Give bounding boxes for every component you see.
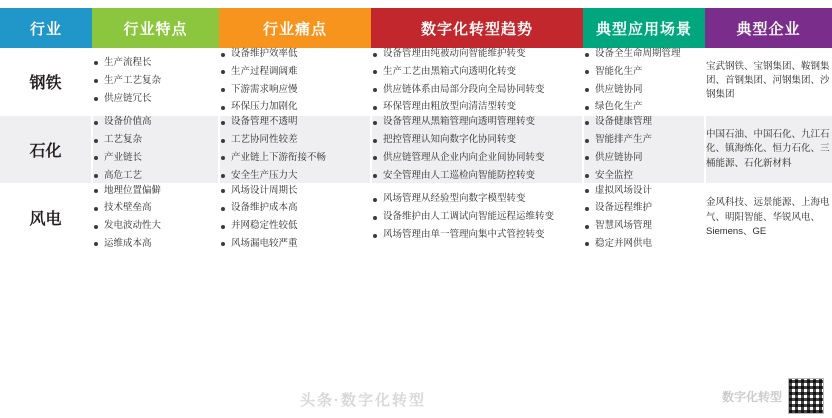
column-header-features: 行业特点	[92, 8, 219, 48]
list-item: 工艺协同性较差	[220, 134, 370, 147]
list-item: 技术壁垒高	[93, 202, 218, 215]
list-item: 安全监控	[584, 170, 704, 183]
list-item: 设备维护成本高	[220, 202, 370, 215]
list-item: 供应链协同	[584, 84, 704, 97]
bullet-list	[584, 116, 704, 182]
bullet-list	[220, 116, 370, 182]
list-item: 虚拟风场设计	[584, 185, 704, 198]
footer-watermark-group	[722, 378, 824, 414]
row-label-industry: 风电	[0, 185, 92, 251]
list-item: 设备远程维护	[584, 202, 704, 215]
list-item: 风场漏电较严重	[220, 238, 370, 251]
watermark-right-text: 数字化转型	[721, 389, 782, 404]
list-item: 把控管理认知向数字化协同转变	[372, 134, 582, 147]
list-item: 环保管理由粗放型向清洁型转变	[372, 101, 582, 114]
list-item: 绿色化生产	[584, 101, 704, 114]
bullet-list	[220, 48, 370, 114]
cell-trends	[371, 48, 583, 114]
bullet-list	[220, 185, 370, 251]
list-item: 智能化生产	[584, 66, 704, 79]
list-item: 工艺复杂	[93, 134, 218, 147]
list-item: 下游需求响应慢	[220, 84, 370, 97]
list-item: 设备管理从黑箱管理向透明管理转变	[372, 116, 582, 129]
company-list: 宝武钢铁、宝钢集团、鞍钢集团、首钢集团、河钢集团、沙钢集团	[706, 60, 830, 101]
cell-features	[92, 185, 219, 251]
cell-trends	[371, 116, 583, 182]
list-item: 设备维护由人工调试向智能远程运维转变	[372, 211, 582, 224]
bullet-list	[93, 57, 218, 105]
cell-trends	[371, 185, 583, 251]
footer-area	[0, 374, 832, 418]
list-item: 并网稳定性较低	[220, 220, 370, 233]
qr-code-icon	[788, 378, 824, 414]
list-item: 安全生产压力大	[220, 170, 370, 183]
list-item: 风场设计周期长	[220, 185, 370, 198]
list-item: 设备健康管理	[584, 116, 704, 129]
list-item: 供应链管理从企业内向企业间协同转变	[372, 152, 582, 165]
row-label-industry: 石化	[0, 116, 92, 182]
company-list: 金风科技、远景能源、上海电气、明阳智能、华锐风电、Siemens、GE	[706, 197, 830, 237]
list-item: 产业链长	[93, 152, 218, 165]
list-item: 环保压力加剧化	[220, 101, 370, 114]
list-item: 高危工艺	[93, 170, 218, 183]
cell-scenarios	[583, 48, 705, 114]
bullet-list	[93, 185, 218, 251]
list-item: 安全管理由人工巡检向智能防控转变	[372, 170, 582, 183]
bullet-list	[372, 193, 582, 241]
cell-companies	[705, 48, 832, 114]
list-item: 设备价值高	[93, 116, 218, 129]
list-item: 设备维护效率低	[220, 48, 370, 61]
list-item: 地理位置偏僻	[93, 185, 218, 198]
bullet-list	[93, 116, 218, 182]
column-header-painpoints: 行业痛点	[219, 8, 371, 48]
list-item: 生产工艺由黑箱式向透明化转变	[372, 66, 582, 79]
bullet-list	[584, 48, 704, 114]
list-item: 智慧风场管理	[584, 220, 704, 233]
list-item: 设备管理不透明	[220, 116, 370, 129]
list-item: 运维成本高	[93, 238, 218, 251]
list-item: 供应链协同	[584, 152, 704, 165]
row-label-industry: 钢铁	[0, 48, 92, 114]
list-item: 风场管理由单一管理向集中式管控转变	[372, 229, 582, 242]
bullet-list	[372, 48, 582, 114]
cell-features	[92, 116, 219, 182]
column-header-scenarios: 典型应用场景	[583, 8, 705, 48]
list-item: 稳定并网供电	[584, 238, 704, 251]
bullet-list	[584, 185, 704, 251]
list-item: 风场管理从经验型向数字模型转变	[372, 193, 582, 206]
list-item: 产业链上下游衔接不畅	[220, 152, 370, 165]
list-item: 设备管理由纯被动向智能维护转变	[372, 48, 582, 61]
list-item: 生产流程长	[93, 57, 218, 70]
table-row	[0, 116, 832, 182]
list-item: 供应链冗长	[93, 93, 218, 106]
cell-companies	[705, 116, 832, 182]
watermark-center: 头条·数字化转型	[300, 392, 426, 409]
cell-companies	[705, 185, 832, 251]
cell-painpoints	[219, 116, 371, 182]
column-header-companies: 典型企业	[705, 8, 832, 48]
list-item: 设备全生命周期管理	[584, 48, 704, 61]
cell-features	[92, 48, 219, 114]
table-row	[0, 185, 832, 251]
list-item: 智能排产生产	[584, 134, 704, 147]
industry-comparison-table	[0, 8, 832, 251]
cell-painpoints	[219, 48, 371, 114]
cell-scenarios	[583, 185, 705, 251]
list-item: 发电波动性大	[93, 220, 218, 233]
list-item: 生产过程调阔难	[220, 66, 370, 79]
company-list: 中国石油、中国石化、九江石化、镇海炼化、恒力石化、三桶能源、石化新材料	[706, 129, 830, 169]
bullet-list	[372, 116, 582, 182]
cell-scenarios	[583, 116, 705, 182]
cell-painpoints	[219, 185, 371, 251]
table-header-row	[0, 8, 832, 48]
table-row	[0, 48, 832, 114]
list-item: 供应链体系由局部分段向全局协同转变	[372, 84, 582, 97]
list-item: 生产工艺复杂	[93, 75, 218, 88]
column-header-industry: 行业	[0, 8, 92, 48]
column-header-trends: 数字化转型趋势	[371, 8, 583, 48]
